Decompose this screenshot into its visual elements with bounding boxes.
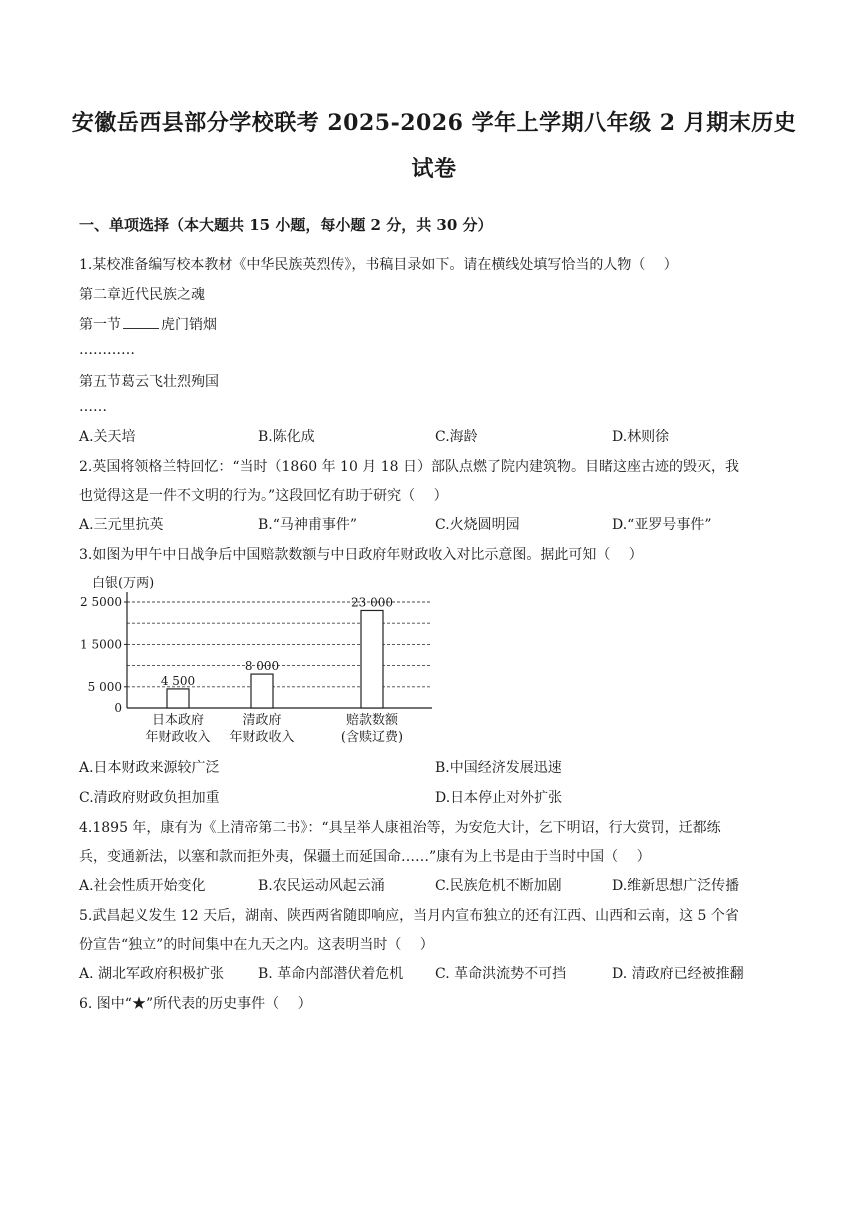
chart-x-tick-label: 日本政府 bbox=[151, 713, 205, 728]
question-2-option-b[interactable]: B.“马神甫事件” bbox=[258, 517, 358, 533]
question-1-line-fifth: 第五节葛云飞壮烈殉国 bbox=[79, 374, 219, 390]
question-2-option-a[interactable]: A.三元里抗英 bbox=[79, 517, 164, 533]
chart-x-tick-label: 年财政收入 bbox=[145, 730, 211, 745]
page-title-continued: 试卷 bbox=[411, 156, 457, 182]
question-2-option-d[interactable]: D.“亚罗号事件” bbox=[612, 517, 712, 533]
chart-x-tick-label: (含赎辽费) bbox=[340, 730, 404, 745]
chart-data-label: 8 000 bbox=[244, 659, 280, 674]
question-1-ellipsis-2: …… bbox=[79, 399, 107, 415]
question-5-option-b[interactable]: B. 革命内部潜伏着危机 bbox=[258, 966, 404, 982]
question-3-option-b[interactable]: B.中国经济发展迅速 bbox=[435, 760, 562, 776]
question-3-option-d[interactable]: D.日本停止对外扩张 bbox=[435, 790, 563, 806]
chart-x-tick-label: 年财政收入 bbox=[229, 730, 295, 745]
question-4-stem-line-2: 兵，变通新法，以塞和款而拒外夷，保疆土而延国命……”康有为上书是由于当时中国（ ） bbox=[79, 849, 651, 865]
question-5-option-d[interactable]: D. 清政府已经被推翻 bbox=[612, 966, 744, 982]
question-1-ellipsis-1: ………… bbox=[79, 342, 135, 358]
chart-x-tick-label: 清政府 bbox=[242, 713, 282, 728]
chart-x-labels bbox=[145, 712, 403, 745]
question-5-option-a[interactable]: A. 湖北军政府积极扩张 bbox=[79, 966, 225, 982]
chart-x-tick-label: 赔款数额 bbox=[345, 713, 399, 728]
question-2-stem-line-2: 也觉得这是一件不文明的行为。”这段回忆有助于研究（ ） bbox=[79, 488, 448, 504]
chart-y-tick-label: 5 000 bbox=[87, 679, 122, 694]
question-5-stem-line-1: 5.武昌起义发生 12 天后，湖南、陕西两省随即响应，当月内宣布独立的还有江西、山西和云南，这 5 个省 bbox=[79, 908, 739, 924]
question-1-option-b[interactable]: B.陈化成 bbox=[258, 429, 315, 445]
indemnity-bar-chart bbox=[74, 570, 444, 750]
question-3-option-a[interactable]: A.日本财政来源较广泛 bbox=[79, 760, 220, 776]
chart-bar bbox=[251, 674, 273, 708]
question-1-line-chapter: 第二章近代民族之魂 bbox=[79, 287, 205, 303]
question-4-option-b[interactable]: B.农民运动风起云涌 bbox=[258, 878, 385, 894]
chart-y-ticks bbox=[80, 595, 127, 715]
page-title: 安徽岳西县部分学校联考 2025-2026 学年上学期八年级 2 月期末历史 bbox=[71, 110, 797, 136]
question-1-section-prefix: 第一节 bbox=[79, 317, 121, 333]
chart-y-tick-label: 1 5000 bbox=[80, 637, 122, 652]
question-6-stem: 6. 图中“★”所代表的历史事件（ ） bbox=[79, 996, 312, 1012]
question-1-section-suffix: 虎门销烟 bbox=[161, 317, 217, 333]
question-2-option-c[interactable]: C.火烧圆明园 bbox=[435, 517, 520, 533]
question-3-option-c[interactable]: C.清政府财政负担加重 bbox=[79, 790, 220, 806]
chart-bar bbox=[361, 610, 383, 708]
question-3-stem: 3.如图为甲午中日战争后中国赔款数额与中日政府年财政收入对比示意图。据此可知（ ） bbox=[79, 547, 643, 563]
question-1-option-d[interactable]: D.林则徐 bbox=[612, 429, 670, 445]
chart-bars bbox=[161, 595, 393, 708]
chart-y-axis-label: 白银(万两) bbox=[92, 576, 155, 591]
chart-y-tick-label: 2 5000 bbox=[80, 595, 122, 609]
chart-y-tick-label: 0 bbox=[114, 701, 122, 715]
question-4-option-c[interactable]: C.民族危机不断加剧 bbox=[435, 878, 562, 894]
section-heading: 一、单项选择（本大题共 15 小题，每小题 2 分，共 30 分） bbox=[79, 216, 493, 234]
question-4-option-a[interactable]: A.社会性质开始变化 bbox=[79, 878, 206, 894]
question-1-option-c[interactable]: C.海龄 bbox=[435, 429, 478, 445]
question-5-option-c[interactable]: C. 革命洪流势不可挡 bbox=[435, 966, 567, 982]
chart-bar bbox=[167, 689, 189, 708]
question-2-stem-line-1: 2.英国将领格兰特回忆：“当时（1860 年 10 月 18 日）部队点燃了院内建筑物。目睹这座古迹的毁灭，我 bbox=[79, 459, 740, 475]
answer-blank bbox=[123, 316, 159, 329]
question-4-stem-line-1: 4.1895 年，康有为《上清帝第二书》：“具呈举人康祖治等，为安危大计，乞下明诏，行大赏罚，迁都练 bbox=[79, 820, 721, 836]
question-1-option-a[interactable]: A.关天培 bbox=[79, 429, 136, 445]
question-1-stem: 1.某校准备编写校本教材《中华民族英烈传》，书稿目录如下。请在横线处填写恰当的人物（ ） bbox=[79, 257, 678, 273]
chart-data-label: 4 500 bbox=[160, 673, 196, 688]
chart-data-label: 23 000 bbox=[351, 595, 393, 610]
question-5-stem-line-2: 份宣告“独立”的时间集中在九天之内。这表明当时（ ） bbox=[79, 937, 434, 953]
question-4-option-d[interactable]: D.维新思想广泛传播 bbox=[612, 878, 740, 894]
question-1-line-section bbox=[79, 314, 217, 334]
